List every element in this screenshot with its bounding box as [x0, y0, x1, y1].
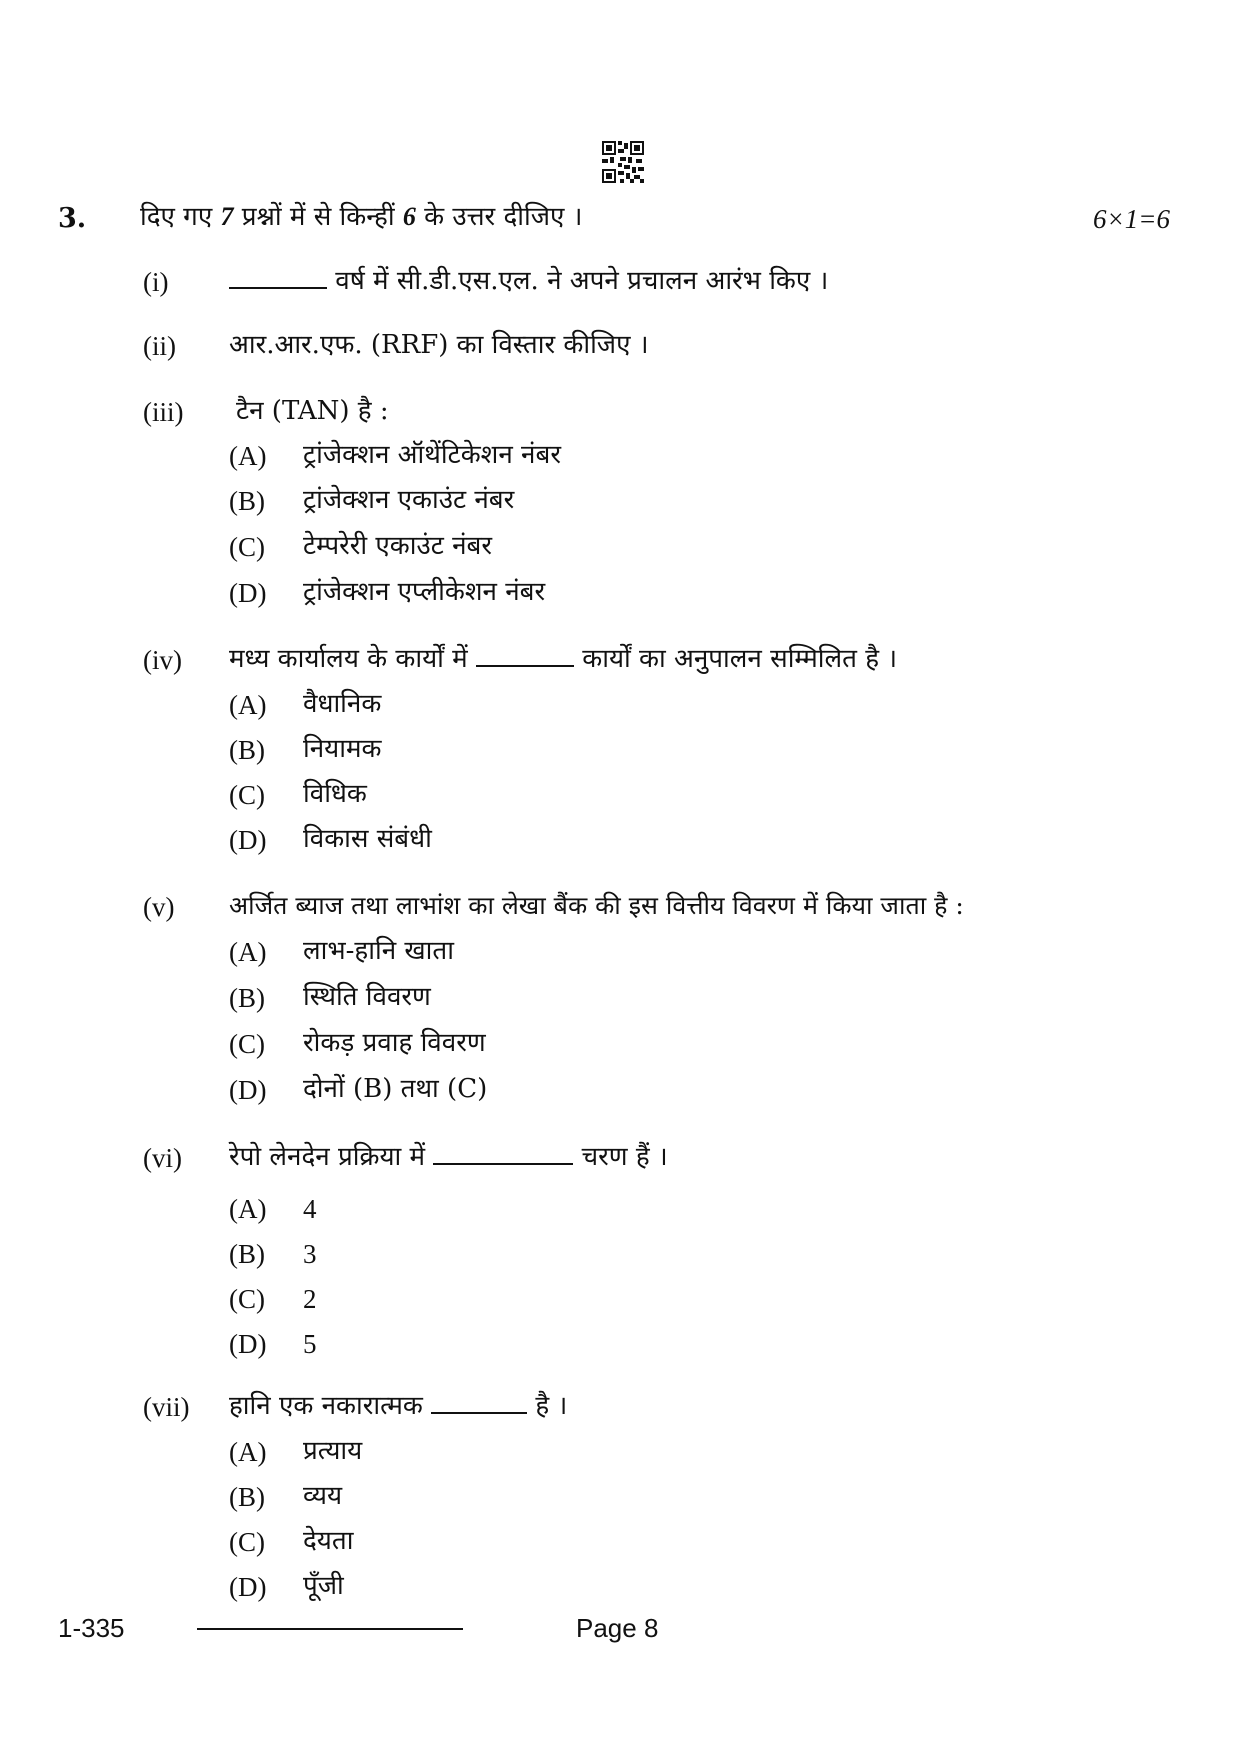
- option-letter: (A): [229, 1437, 267, 1467]
- item-text-v: अर्जित ब्याज तथा लाभांश का लेखा बैंक की इस वित्तीय विवरण में किया जाता है :: [229, 891, 964, 920]
- option-letter: (A): [229, 690, 267, 720]
- item-text-i: वर्ष में सी.डी.एस.एल. ने अपने प्रचालन आरंभ किए ।: [229, 264, 828, 298]
- option-text: नियामक: [303, 734, 382, 764]
- option-letter: (C): [229, 1527, 265, 1557]
- option-text: विकास संबंधी: [303, 824, 432, 854]
- option-letter: (D): [229, 578, 267, 608]
- option-text: पूँजी: [303, 1571, 344, 1601]
- item-label-vii: (vii): [143, 1392, 190, 1422]
- question-instruction: दिए गए 7 प्रश्नों में से किन्हीं 6 के उत्तर दीजिए ।: [140, 202, 583, 232]
- option-letter: (D): [229, 1572, 267, 1602]
- option-text: प्रत्याय: [303, 1436, 363, 1466]
- option-text: ट्रांजेक्शन एकाउंट नंबर: [303, 485, 515, 515]
- footer-rule: [197, 1628, 463, 1630]
- option-letter: (D): [229, 1075, 267, 1105]
- footer-code: 1-335: [58, 1613, 125, 1643]
- option-letter: (C): [229, 1284, 265, 1314]
- option-text: देयता: [303, 1526, 354, 1556]
- option-text: लाभ-हानि खाता: [303, 936, 454, 966]
- option-letter: (C): [229, 532, 265, 562]
- option-text: 3: [303, 1239, 317, 1269]
- option-letter: (C): [229, 1029, 265, 1059]
- option-letter: (B): [229, 1239, 265, 1269]
- option-letter: (D): [229, 1329, 267, 1359]
- item-text-ii: आर.आर.एफ. (RRF) का विस्तार कीजिए ।: [229, 330, 649, 360]
- item-label-i: (i): [143, 267, 169, 297]
- option-text: टेम्परेरी एकाउंट नंबर: [303, 531, 493, 561]
- item-label-ii: (ii): [143, 331, 176, 361]
- option-letter: (B): [229, 486, 265, 516]
- question-number: 3.: [58, 203, 87, 234]
- item-label-iii: (iii): [143, 397, 184, 427]
- option-text: ट्रांजेक्शन एप्लीकेशन नंबर: [303, 577, 546, 607]
- option-letter: (B): [229, 1482, 265, 1512]
- answer-blank: [433, 1141, 573, 1165]
- option-letter: (A): [229, 937, 267, 967]
- option-letter: (A): [229, 1194, 267, 1224]
- option-letter: (B): [229, 735, 265, 765]
- option-text: स्थिति विवरण: [303, 982, 431, 1012]
- option-letter: (A): [229, 441, 267, 471]
- option-text: विधिक: [303, 779, 367, 809]
- item-label-v: (v): [143, 892, 175, 922]
- option-text: रोकड़ प्रवाह विवरण: [303, 1028, 486, 1058]
- option-text: वैधानिक: [303, 689, 382, 719]
- option-text: व्यय: [303, 1481, 343, 1511]
- option-text: ट्रांजेक्शन ऑथेंटिकेशन नंबर: [303, 440, 561, 470]
- answer-blank: [476, 643, 574, 667]
- option-letter: (C): [229, 780, 265, 810]
- option-text: 5: [303, 1329, 317, 1359]
- option-text: 4: [303, 1194, 317, 1224]
- instruction-total: 7: [220, 202, 234, 231]
- answer-blank: [431, 1390, 527, 1414]
- qr-code-icon: [602, 141, 644, 183]
- option-text: दोनों (B) तथा (C): [303, 1074, 488, 1104]
- option-letter: (D): [229, 825, 267, 855]
- item-text-iii: टैन (TAN) है :: [236, 396, 389, 426]
- item-text-iv: मध्य कार्यालय के कार्यों में कार्यों का अनुपालन सम्मिलित है ।: [229, 644, 898, 674]
- item-text-vi: रेपो लेनदेन प्रक्रिया में चरण हैं ।: [229, 1142, 668, 1172]
- question-marks: 6×1=6: [1093, 204, 1170, 234]
- option-text: 2: [303, 1284, 317, 1314]
- page-number: Page 8: [576, 1613, 659, 1643]
- answer-blank: [229, 265, 327, 289]
- item-label-vi: (vi): [143, 1143, 182, 1173]
- item-text-vii: हानि एक नकारात्मक है ।: [229, 1391, 568, 1421]
- item-label-iv: (iv): [143, 645, 182, 675]
- instruction-attempt: 6: [402, 202, 416, 231]
- option-letter: (B): [229, 983, 265, 1013]
